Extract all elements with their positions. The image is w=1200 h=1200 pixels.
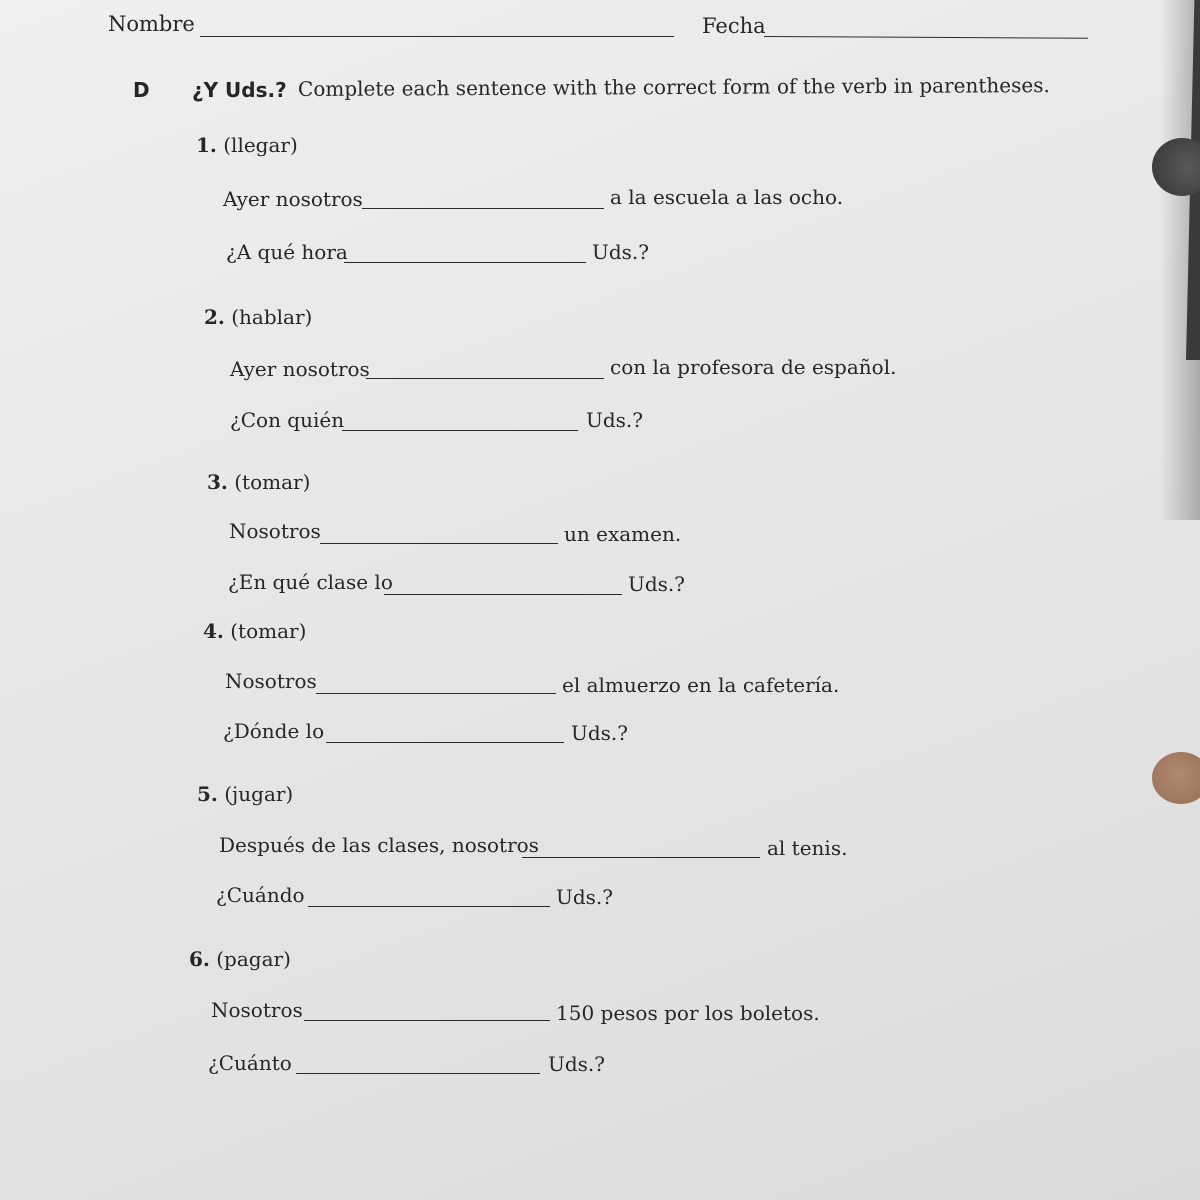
item-2-sentence-2-after: Uds.?	[586, 408, 644, 432]
fecha-blank[interactable]	[764, 36, 1088, 39]
fecha-label: Fecha	[702, 14, 766, 38]
item-5-verb: (jugar)	[224, 782, 294, 806]
item-1-heading	[196, 135, 298, 155]
item-3-verb: (tomar)	[234, 470, 311, 494]
item-1-verb: (llegar)	[223, 133, 298, 157]
item-6-sentence-2-before: ¿Cuánto	[208, 1051, 292, 1075]
punch-hole-bottom	[1152, 752, 1200, 804]
item-6-verb: (pagar)	[216, 947, 291, 971]
item-4-sentence-2-blank[interactable]	[326, 742, 564, 743]
item-3-sentence-2-blank[interactable]	[384, 594, 622, 595]
item-3-sentence-2-after: Uds.?	[628, 572, 686, 596]
item-1-sentence-2-blank[interactable]	[344, 262, 586, 263]
item-3-sentence-1-blank[interactable]	[320, 543, 558, 544]
item-6-sentence-2-blank[interactable]	[296, 1073, 540, 1074]
item-2-sentence-2-blank[interactable]	[342, 430, 578, 431]
item-6-sentence-1-blank[interactable]	[304, 1020, 550, 1021]
item-5-sentence-2-before: ¿Cuándo	[216, 883, 305, 907]
item-2-number: 2.	[204, 305, 225, 329]
item-4-sentence-2-after: Uds.?	[571, 721, 629, 745]
item-1-sentence-1-after: a la escuela a las ocho.	[610, 185, 844, 209]
item-6-sentence-1-after: 150 pesos por los boletos.	[556, 1001, 820, 1025]
item-5-number: 5.	[197, 782, 218, 806]
item-1-sentence-2-after: Uds.?	[592, 240, 650, 264]
item-3-sentence-1-before: Nosotros	[229, 519, 321, 543]
item-2-sentence-1-before: Ayer nosotros	[230, 357, 370, 381]
item-2-verb: (hablar)	[231, 305, 313, 329]
item-1-sentence-1-before: Ayer nosotros	[223, 187, 363, 211]
section-title: ¿Y Uds.?	[192, 78, 287, 102]
item-3-heading	[207, 472, 310, 492]
item-6-heading	[189, 949, 291, 969]
section-instructions: Complete each sentence with the correct form of the verb in parentheses.	[297, 73, 1050, 101]
nombre-blank[interactable]	[200, 36, 674, 37]
item-5-sentence-2-after: Uds.?	[556, 885, 614, 909]
item-6-number: 6.	[189, 947, 210, 971]
item-5-sentence-1-after: al tenis.	[767, 836, 848, 860]
item-3-sentence-1-after: un examen.	[564, 522, 682, 546]
item-1-sentence-1-blank[interactable]	[362, 208, 604, 209]
item-3-number: 3.	[207, 470, 228, 494]
item-4-heading	[203, 621, 306, 641]
item-2-sentence-1-blank[interactable]	[366, 378, 604, 379]
section-letter: D	[133, 78, 150, 102]
item-2-sentence-1-after: con la profesora de español.	[610, 355, 897, 379]
item-4-number: 4.	[203, 619, 224, 643]
item-4-sentence-1-before: Nosotros	[225, 669, 317, 693]
item-6-sentence-1-before: Nosotros	[211, 998, 303, 1022]
item-1-sentence-2-before: ¿A qué hora	[226, 240, 348, 264]
item-2-heading	[204, 307, 312, 327]
item-4-sentence-1-blank[interactable]	[316, 693, 556, 694]
item-4-verb: (tomar)	[230, 619, 307, 643]
item-5-sentence-1-blank[interactable]	[522, 857, 760, 858]
item-5-heading	[197, 784, 293, 804]
item-4-sentence-1-after: el almuerzo en la cafetería.	[562, 673, 840, 697]
item-5-sentence-2-blank[interactable]	[308, 906, 550, 907]
item-5-sentence-1-before: Después de las clases, nosotros	[219, 833, 539, 857]
item-3-sentence-2-before: ¿En qué clase lo	[228, 570, 393, 594]
item-1-number: 1.	[196, 133, 217, 157]
item-2-sentence-2-before: ¿Con quién	[230, 408, 345, 432]
item-4-sentence-2-before: ¿Dónde lo	[223, 719, 325, 743]
item-6-sentence-2-after: Uds.?	[548, 1052, 606, 1076]
nombre-label: Nombre	[108, 12, 195, 36]
